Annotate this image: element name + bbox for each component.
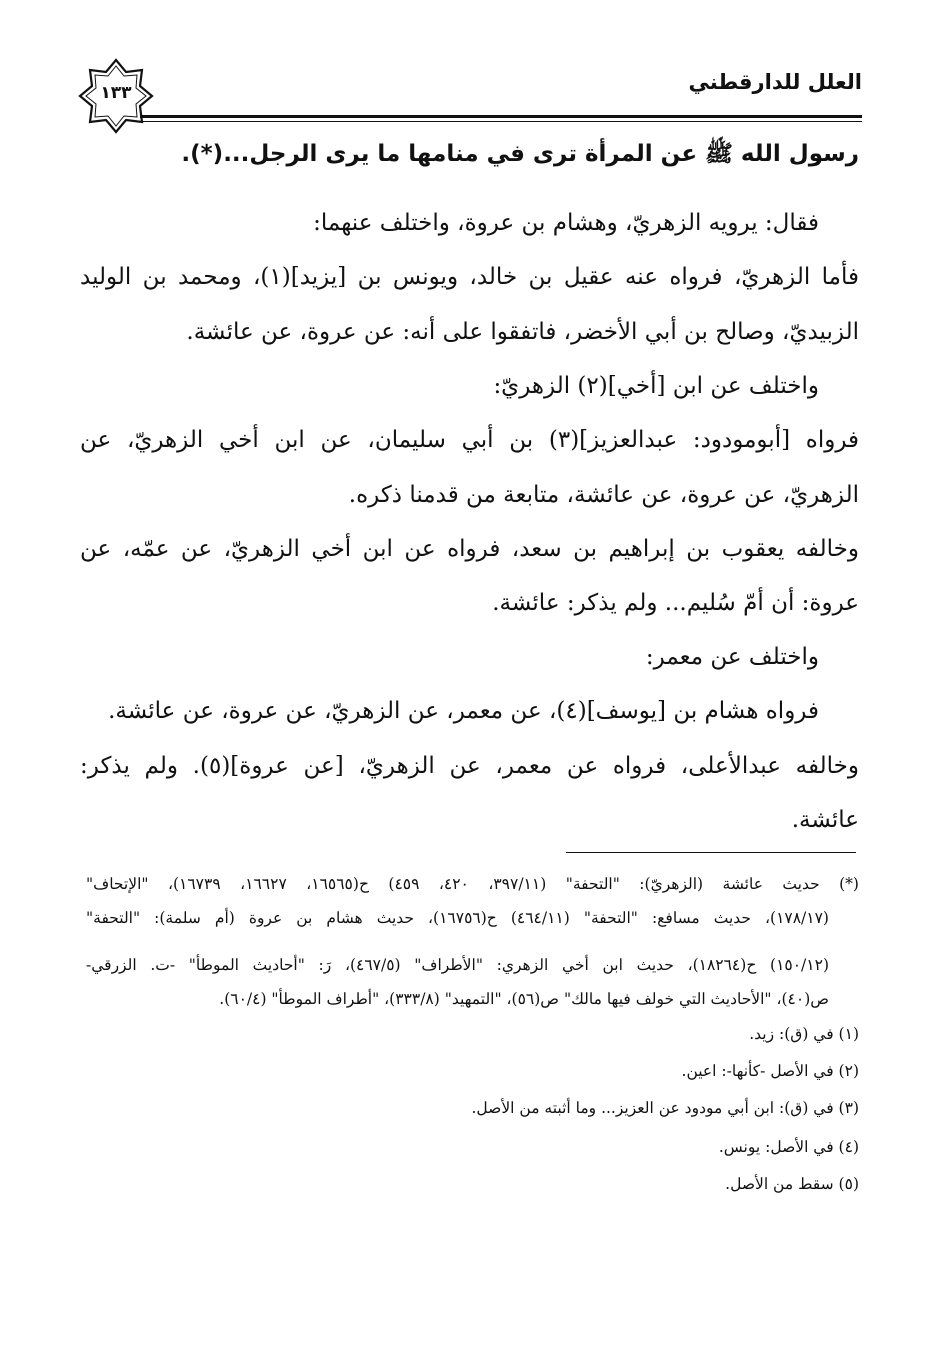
footnote-line: (٥) سقط من الأصل. — [725, 1175, 859, 1193]
text-line: واختلف عن ابن [أخي](٢) الزهريّ: — [493, 373, 819, 399]
header-rule — [140, 115, 862, 118]
footnote-line: ص(٤٠)، "الأحاديث التي خولف فيها مالك" ص(٥٦)، "التمهيد" (٣٣٣/٨)، "أطراف الموطأ" (٦٠/٤). — [219, 990, 829, 1008]
text-line: عائشة. — [791, 807, 859, 833]
text-line: وخالفه عبدالأعلى، فرواه عن معمر، عن الزهريّ، [عن عروة](٥). ولم يذكر: — [80, 753, 859, 779]
running-title: العلل للدارقطني — [688, 70, 862, 94]
page-number: ١٣٣ — [100, 83, 132, 103]
footnote-line: (١) في (ق): زيد. — [749, 1025, 859, 1043]
footnote-line: (*) حديث عائشة (الزهريّ): "التحفة" (٣٩٧/١١، ٤٢٠، ٤٥٩) ح(١٦٥٦٥، ١٦٦٢٧، ١٦٧٣٩)، "الإتحاف" — [86, 875, 859, 893]
text-line: رسول الله ﷺ عن المرأة ترى في منامها ما يرى الرجل...(*). — [181, 141, 859, 167]
text-line: فقال: يرويه الزهريّ، وهشام بن عروة، واختلف عنهما: — [313, 210, 819, 236]
header-rule-thin — [140, 121, 862, 122]
footnote-separator — [566, 852, 856, 853]
footnote-line: (١٧٨/١٧)، حديث مسافع: "التحفة" (٤٦٤/١١) ح(١٦٧٥٦)، حديث هشام بن عروة (أم سلمة): "التحفة" — [86, 909, 829, 927]
page-header — [78, 58, 862, 138]
footnote-line: (٢) في الأصل -كأنها-: اعين. — [681, 1062, 859, 1080]
text-line: الزبيديّ، وصالح بن أبي الأخضر، فاتفقوا على أنه: عن عروة، عن عائشة. — [186, 319, 859, 345]
text-line: فرواه [أبومودود: عبدالعزيز](٣) بن أبي سليمان، عن ابن أخي الزهريّ، عن — [80, 427, 859, 453]
page-number-badge — [78, 58, 154, 134]
footnote-line: (١٥٠/١٢) ح(١٨٢٦٤)، حديث ابن أخي الزهري: "الأطراف" (٤٦٧/٥)، رَ: "أحاديث الموطأ" -ت. الزرقي- — [86, 956, 829, 974]
text-line: فأما الزهريّ، فرواه عنه عقيل بن خالد، ويونس بن [يزيد](١)، ومحمد بن الوليد — [80, 264, 859, 290]
text-line: وخالفه يعقوب بن إبراهيم بن سعد، فرواه عن ابن أخي الزهريّ، عن عمّه، عن — [80, 536, 859, 562]
text-line: واختلف عن معمر: — [645, 644, 819, 670]
text-line: الزهريّ، عن عروة، عن عائشة، متابعة من قدمنا ذكره. — [348, 482, 859, 508]
text-line: عروة: أن أمّ سُليم... ولم يذكر: عائشة. — [492, 590, 859, 616]
footnote-line: (٣) في (ق): ابن أبي مودود عن العزيز... وما أثبته من الأصل. — [471, 1099, 859, 1117]
footnote-line: (٤) في الأصل: يونس. — [718, 1138, 859, 1156]
text-line: فرواه هشام بن [يوسف](٤)، عن معمر، عن الزهريّ، عن عروة، عن عائشة. — [108, 698, 819, 724]
